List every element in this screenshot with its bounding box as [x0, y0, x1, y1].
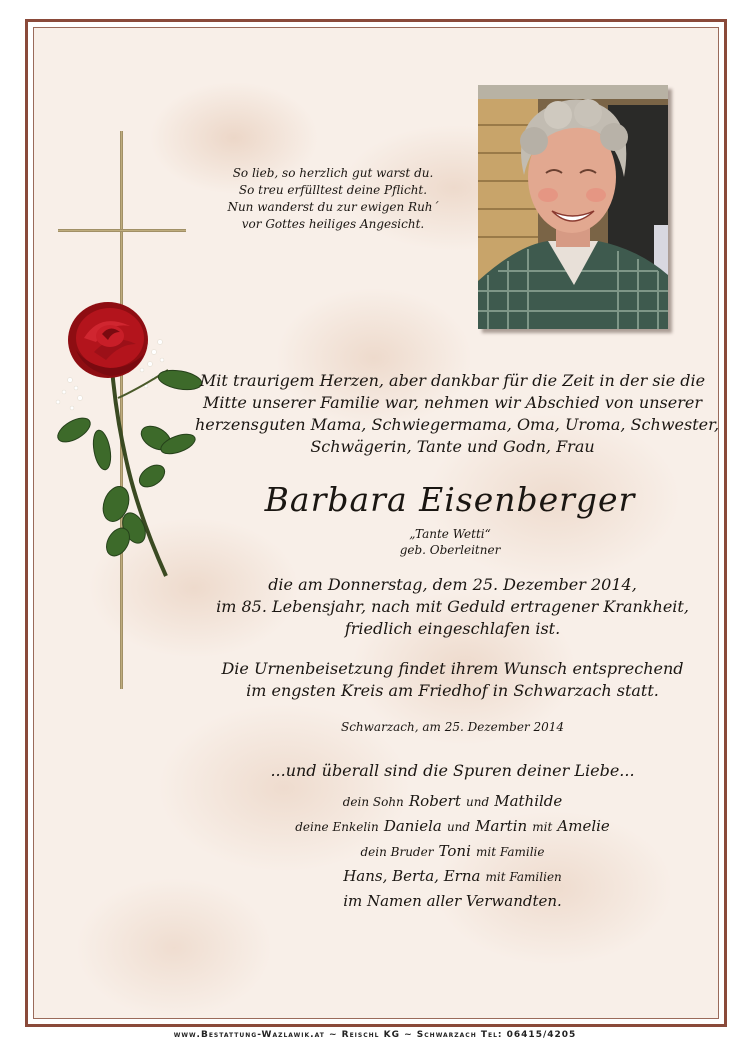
mourner-row	[195, 814, 710, 839]
deceased-name: Barbara Eisenberger	[264, 480, 636, 519]
intro-line: Mitte unserer Familie war, nehmen wir Abschied von unserer	[203, 393, 702, 412]
memorial-poem	[198, 165, 468, 233]
relation-text: deine Enkelin	[295, 820, 379, 834]
mourner-name: Amelie	[557, 817, 610, 835]
funeral-line: im engsten Kreis am Friedhof in Schwarzach statt.	[246, 681, 659, 700]
memorial-tagline: ...und überall sind die Spuren deiner Liebe...	[270, 761, 635, 780]
death-line: friedlich eingeschlafen ist.	[344, 619, 561, 638]
mourner-row	[195, 789, 710, 814]
intro-line: Mit traurigem Herzen, aber dankbar für die Zeit in der sie die	[199, 371, 706, 390]
connector-text: und	[446, 820, 471, 834]
red-rose-illustration	[50, 298, 210, 583]
mourners-list	[195, 789, 710, 913]
announcement-intro	[195, 370, 720, 458]
connector-text: mit Familie	[475, 845, 545, 859]
mourner-name: Martin	[475, 817, 528, 835]
intro-line: herzensguten Mama, Schwiegermama, Oma, Uroma, Schwester,	[195, 415, 720, 434]
funeral-line: Die Urnenbeisetzung findet ihrem Wunsch entsprechend	[221, 659, 684, 678]
funeral-home-footer: www.Bestattung-Wazlawik.at ~ Reischl KG ~ Schwarzach Tel: 06415/4205	[173, 1030, 577, 1040]
mourner-name: Mathilde	[494, 792, 563, 810]
funeral-notice	[195, 658, 710, 702]
connector-text: mit	[532, 820, 553, 834]
connector-text: mit Familien	[485, 870, 562, 884]
poem-line: vor Gottes heiliges Angesicht.	[241, 217, 425, 231]
mourner-row	[195, 864, 710, 889]
mourner-name: Hans, Berta, Erna	[343, 867, 481, 885]
death-notice	[195, 574, 710, 640]
mourner-row	[195, 839, 710, 864]
poem-line: So lieb, so herzlich gut warst du.	[232, 166, 434, 180]
cross-horizontal-beam	[58, 229, 186, 232]
relation-text: dein Sohn	[342, 795, 404, 809]
mourner-name: Toni	[438, 842, 471, 860]
rose-bloom	[68, 302, 148, 378]
poem-line: Nun wanderst du zur ewigen Ruh´	[227, 200, 439, 214]
mourner-row	[195, 889, 710, 913]
portrait-photo	[478, 85, 668, 329]
mourner-name: Robert	[408, 792, 461, 810]
mourner-name: Daniela	[383, 817, 442, 835]
intro-line: Schwägerin, Tante und Godn, Frau	[310, 437, 595, 456]
closing-line: im Namen aller Verwandten.	[343, 892, 562, 910]
death-line: im 85. Lebensjahr, nach mit Geduld ertragener Krankheit,	[216, 597, 689, 616]
maiden-name: geb. Oberleitner	[399, 543, 501, 557]
connector-text: und	[465, 795, 490, 809]
death-line: die am Donnerstag, dem 25. Dezember 2014,	[268, 575, 637, 594]
poem-line: So treu erfülltest deine Pflicht.	[238, 183, 428, 197]
relation-text: dein Bruder	[360, 845, 434, 859]
deceased-nickname: „Tante Wetti“	[409, 527, 491, 541]
place-and-date: Schwarzach, am 25. Dezember 2014	[340, 720, 565, 734]
